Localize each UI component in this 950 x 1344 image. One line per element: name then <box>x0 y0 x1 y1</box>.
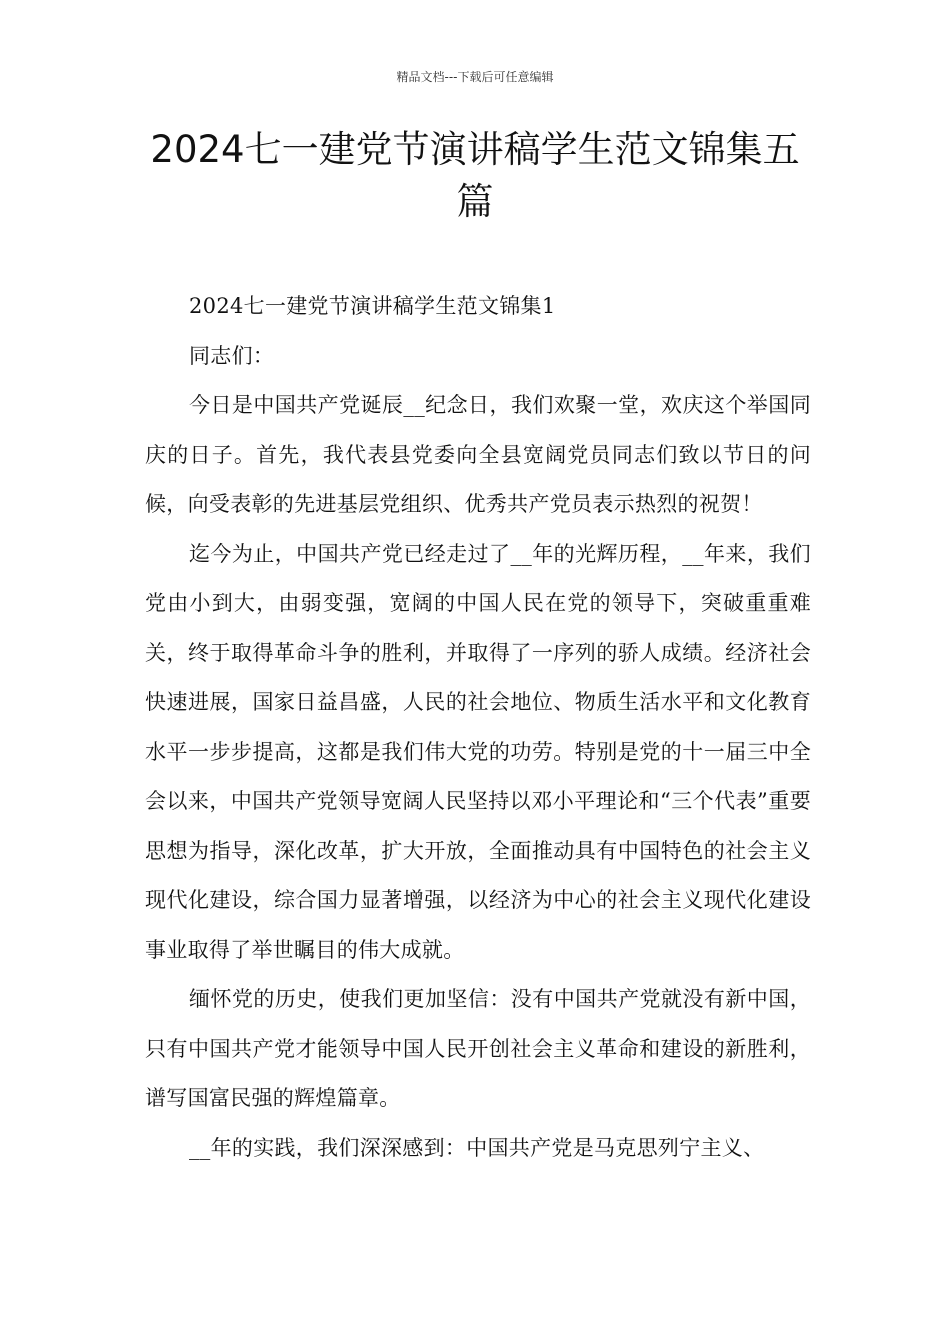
paragraph: 迄今为止，中国共产党已经走过了__年的光辉历程，__年来，我们党由小到大，由弱变强，宽阔的中国人民在党的领导下，突破重重难关，终于取得革命斗争的胜利，并取得了一序列的骄人成绩。经济社会快速进展，国家日益昌盛，人民的社会地位、物质生活水平和文化教育水平一步步提高，这都是我们伟大党的功劳。特别是党的十一届三中全会以来，中国共产党领导宽阔人民坚持以邓小平理论和“三个代表”重要思想为指导，深化改革，扩大开放，全面推动具有中国特色的社会主义现代化建设，综合国力显著增强，以经济为中心的社会主义现代化建设事业取得了举世瞩目的伟大成就。 <box>145 541 811 962</box>
header-note: 精品文档---下载后可任意编辑 <box>396 70 554 84</box>
paragraph: 缅怀党的历史，使我们更加坚信：没有中国共产党就没有新中国，只有中国共产党才能领导中国人民开创社会主义革命和建设的新胜利，谱写国富民强的辉煌篇章。 <box>145 987 811 1110</box>
document-title: 2024七一建党节演讲稿学生范文锦集五篇 <box>150 128 800 223</box>
paragraph-salutation: 同志们： <box>189 343 275 368</box>
paragraph: 今日是中国共产党诞辰__纪念日，我们欢聚一堂，欢庆这个举国同庆的日子。首先，我代表县党委向全县宽阔党员同志们致以节日的问候，向受表彰的先进基层党组织、优秀共产党员表示热烈的祝贺！ <box>145 393 811 516</box>
document-body <box>145 282 811 1173</box>
paragraph: __年的实践，我们深深感到：中国共产党是马克思列宁主义、 <box>189 1135 765 1160</box>
paragraph-subtitle: 2024七一建党节演讲稿学生范文锦集1 <box>189 294 556 318</box>
